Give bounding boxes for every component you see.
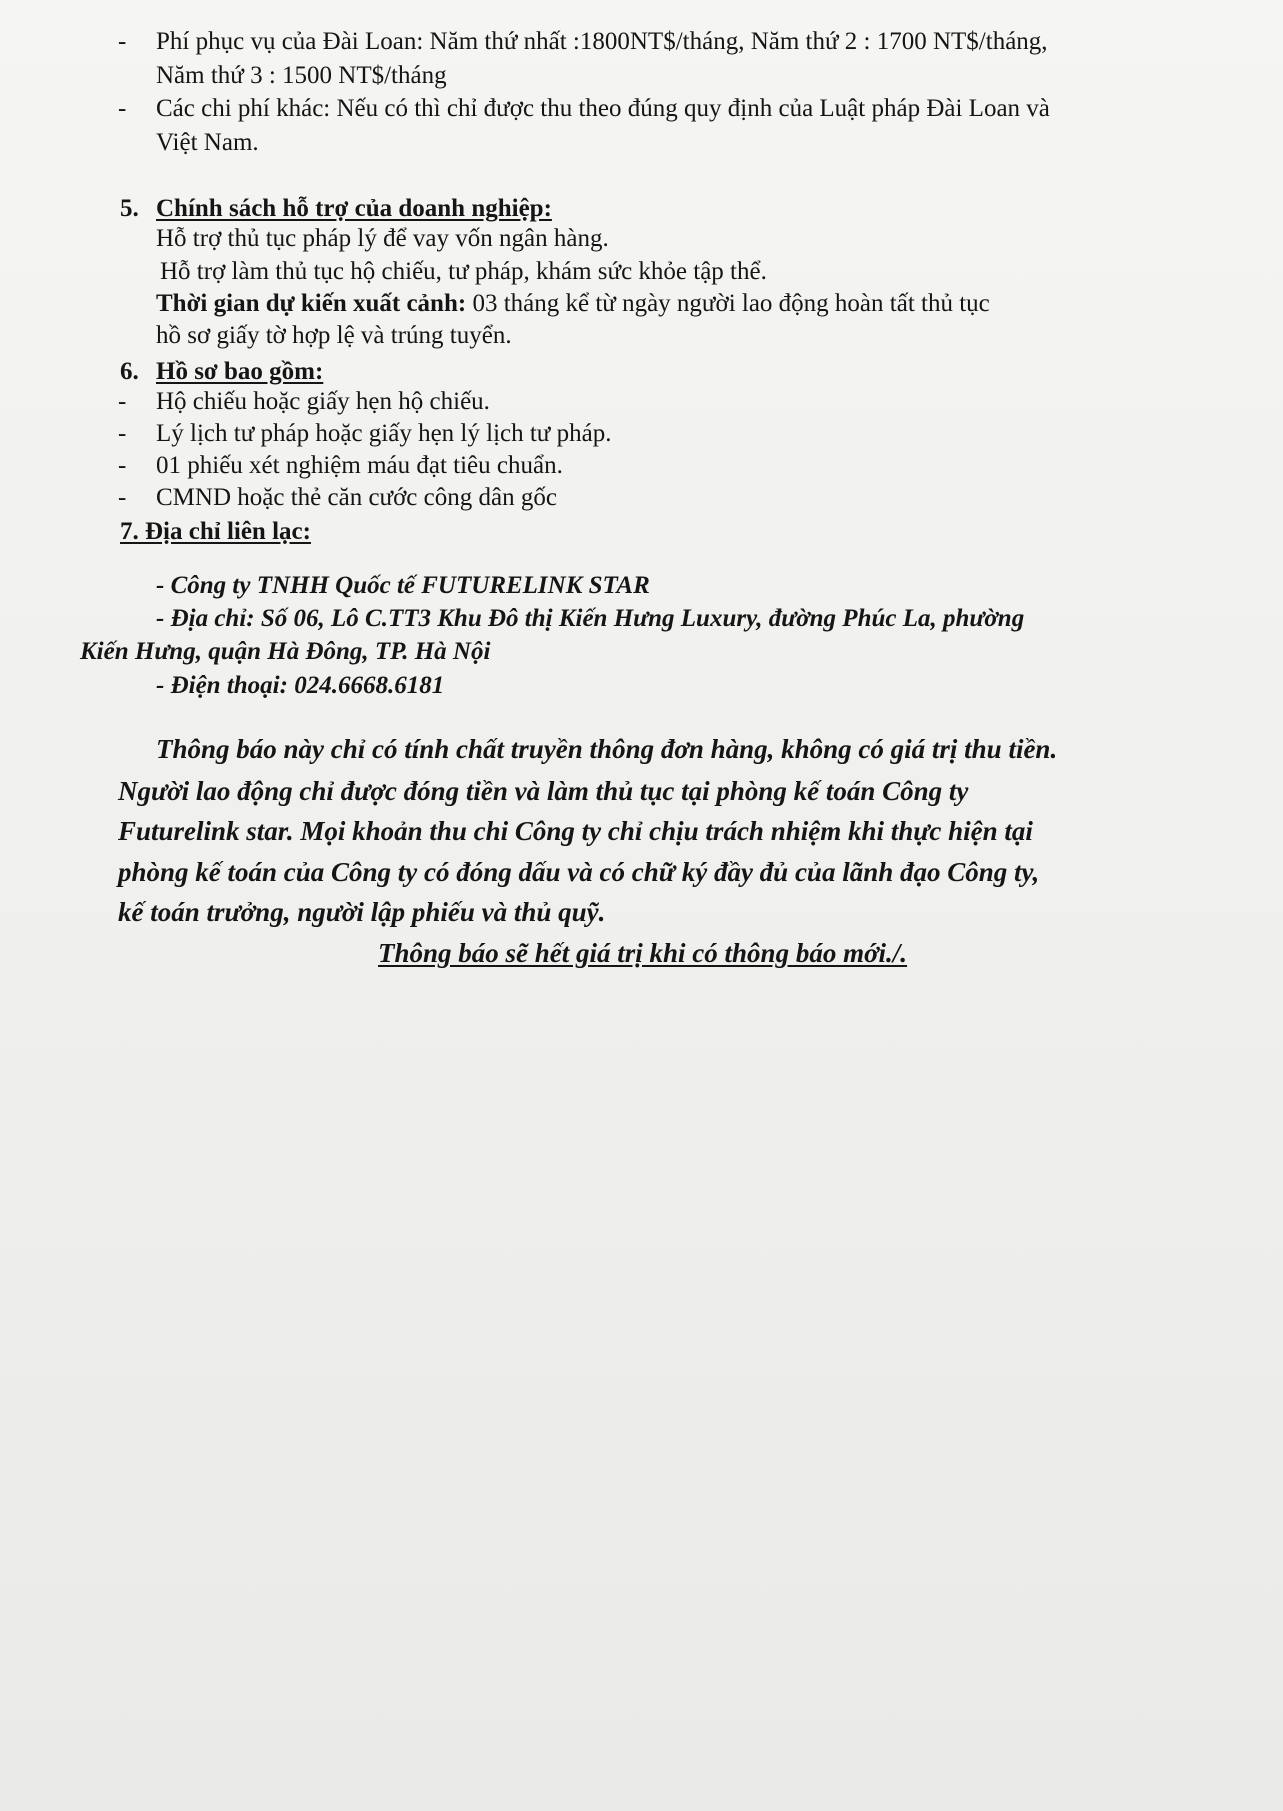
section5-line1: Hỗ trợ thủ tục pháp lý để vay vốn ngân hàng. xyxy=(156,225,609,252)
bullet-dash: - xyxy=(118,452,127,479)
notice-line5: kế toán trưởng, người lập phiếu và thủ quỹ. xyxy=(118,897,606,927)
service-fee-line: Phí phục vụ của Đài Loan: Năm thứ nhất :1800NT$/tháng, Năm thứ 2 : 1700 NT$/tháng, xyxy=(156,28,1048,55)
contact-company: - Công ty TNHH Quốc tế FUTURELINK STAR xyxy=(156,572,650,599)
contact-phone: - Điện thoại: 024.6668.6181 xyxy=(156,672,445,699)
document-item: Lý lịch tư pháp hoặc giấy hẹn lý lịch tư pháp. xyxy=(156,420,612,447)
section5-line2: Hỗ trợ làm thủ tục hộ chiếu, tư pháp, khám sức khỏe tập thể. xyxy=(160,258,767,285)
section5-heading: Chính sách hỗ trợ của doanh nghiệp: xyxy=(156,195,552,222)
departure-text: 03 tháng kể từ ngày người lao động hoàn tất thủ tục xyxy=(466,290,990,317)
bullet-dash: - xyxy=(118,420,127,447)
other-costs-cont: Việt Nam. xyxy=(156,129,259,156)
notice-closing: Thông báo sẽ hết giá trị khi có thông báo mới./. xyxy=(378,938,908,968)
other-costs-line: Các chi phí khác: Nếu có thì chỉ được thu theo đúng quy định của Luật pháp Đài Loan và xyxy=(156,95,1050,122)
service-fee-cont: Năm thứ 3 : 1500 NT$/tháng xyxy=(156,62,447,89)
notice-line3: Futurelink star. Mọi khoản thu chi Công ty chỉ chịu trách nhiệm khi thực hiện tại xyxy=(118,816,1033,846)
document-item: Hộ chiếu hoặc giấy hẹn hộ chiếu. xyxy=(156,388,490,415)
document-item: 01 phiếu xét nghiệm máu đạt tiêu chuẩn. xyxy=(156,452,563,479)
notice-line2: Người lao động chỉ được đóng tiền và làm thủ tục tại phòng kế toán Công ty xyxy=(118,776,969,806)
departure-label: Thời gian dự kiến xuất cảnh: xyxy=(156,290,467,317)
notice-line1: Thông báo này chỉ có tính chất truyền thông đơn hàng, không có giá trị thu tiền. xyxy=(156,734,1058,764)
bullet-dash: - xyxy=(118,388,127,415)
document-item: CMND hoặc thẻ căn cước công dân gốc xyxy=(156,484,557,511)
contact-address: - Địa chỉ: Số 06, Lô C.TT3 Khu Đô thị Kiến Hưng Luxury, đường Phúc La, phường xyxy=(156,605,1025,632)
bullet-dash: - xyxy=(118,484,127,511)
section7-heading: 7. Địa chỉ liên lạc: xyxy=(120,518,311,545)
contact-address-cont: Kiến Hưng, quận Hà Đông, TP. Hà Nội xyxy=(80,638,491,665)
section6-heading: Hồ sơ bao gồm: xyxy=(156,358,324,385)
section6-number: 6. xyxy=(120,358,139,385)
departure-cont: hồ sơ giấy tờ hợp lệ và trúng tuyển. xyxy=(156,322,512,349)
departure-line xyxy=(156,288,990,320)
notice-line4: phòng kế toán của Công ty có đóng dấu và có chữ ký đầy đủ của lãnh đạo Công ty, xyxy=(118,857,1040,887)
bullet-dash: - xyxy=(118,28,127,55)
section5-number: 5. xyxy=(120,195,139,222)
bullet-dash: - xyxy=(118,95,127,122)
